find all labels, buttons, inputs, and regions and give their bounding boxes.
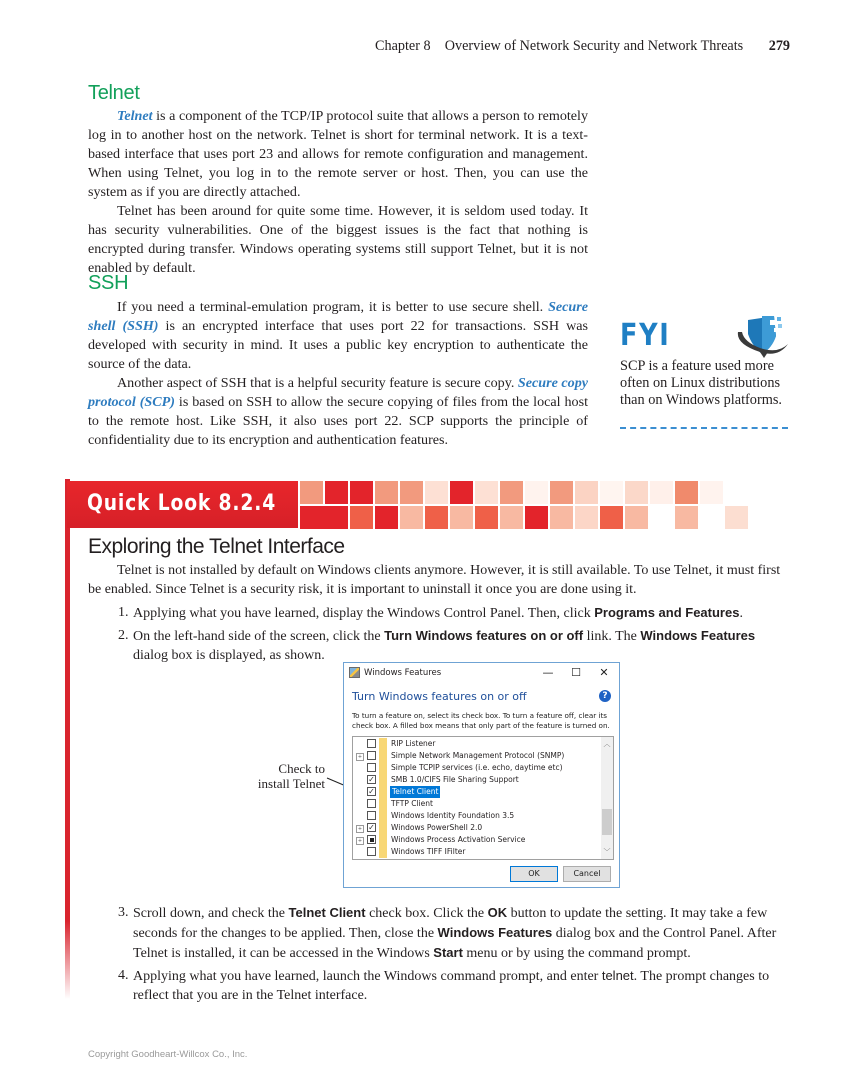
- step-2: 2. On the left-hand side of the screen, click the Turn Windows features on or off link. The Windows Features dialog box is displayed, as shown.: [118, 628, 756, 663]
- telnet-heading: Telnet: [88, 82, 140, 104]
- expand-icon[interactable]: +: [357, 754, 363, 760]
- quick-look-body: [88, 561, 788, 665]
- windows-features-icon: [349, 667, 360, 678]
- shield-icon: [734, 314, 790, 358]
- folder-icon: [379, 738, 387, 750]
- minimize-button[interactable]: —: [542, 666, 554, 679]
- dialog-heading: Turn Windows features on or off: [352, 690, 527, 703]
- running-header: [340, 38, 790, 55]
- quick-look-banner: [67, 481, 298, 528]
- checkbox-unchecked[interactable]: [367, 799, 376, 808]
- fyi-divider: [620, 427, 788, 429]
- feature-row[interactable]: ✓ SMB 1.0/CIFS File Sharing Support: [368, 775, 519, 784]
- dialog-titlebar: [344, 663, 619, 685]
- folder-icon: [379, 846, 387, 858]
- command-text: telnet: [601, 968, 634, 983]
- checkbox-unchecked[interactable]: [367, 811, 376, 820]
- copyright-footer: Copyright Goodheart-Willcox Co., Inc.: [88, 1049, 248, 1060]
- checkbox-checked[interactable]: ✓: [368, 775, 375, 784]
- feature-row[interactable]: TFTP Client: [353, 798, 598, 810]
- quick-look-heading: Exploring the Telnet Interface: [88, 535, 345, 558]
- chapter-title: Overview of Network Security and Network Threats: [444, 38, 744, 54]
- help-icon[interactable]: ?: [599, 690, 611, 702]
- ssh-heading: SSH: [88, 272, 129, 294]
- folder-icon: [379, 750, 387, 762]
- feature-row[interactable]: Windows TIFF IFilter: [353, 846, 598, 858]
- folder-icon: [379, 834, 387, 846]
- step-1: 1. Applying what you have learned, display the Windows Control Panel. Then, click Programs and Features.: [118, 605, 743, 621]
- feature-row[interactable]: + Windows Process Activation Service: [357, 835, 526, 844]
- telnet-body: [88, 107, 588, 278]
- checkbox-checked[interactable]: ✓: [368, 823, 375, 832]
- quick-look-label: Quick Look 8.2.4: [87, 491, 277, 516]
- folder-icon: [379, 762, 387, 774]
- dialog-title: Windows Features: [364, 668, 442, 678]
- term-scp: Secure copy protocol (SCP): [88, 375, 588, 410]
- ssh-body: [88, 298, 588, 450]
- term-telnet: Telnet: [117, 108, 153, 124]
- quick-look-intro: Telnet is not installed by default on Windows clients anymore. However, it is still available. To use Telnet, it must first be enabled. Since Telnet is a security risk, it is important to uninstall it once you are done using it.: [88, 563, 781, 597]
- expand-icon[interactable]: +: [357, 838, 363, 844]
- folder-icon: [379, 822, 387, 834]
- checkbox-unchecked[interactable]: [367, 847, 376, 856]
- fyi-text: SCP is a feature used more often on Linux distributions than on Windows platforms.: [620, 358, 782, 408]
- feature-row[interactable]: RIP Listener: [353, 738, 598, 750]
- feature-row-telnet-client[interactable]: ✓ Telnet Client: [368, 787, 439, 796]
- cancel-button[interactable]: Cancel: [563, 866, 611, 882]
- checkbox-partial[interactable]: [367, 835, 376, 844]
- quick-look-side-bar: [65, 479, 70, 999]
- list-scrollbar[interactable]: [601, 737, 613, 859]
- scroll-down-icon[interactable]: ﹀: [603, 848, 611, 856]
- folder-icon: [379, 810, 387, 822]
- dialog-description: To turn a feature on, select its check box. To turn a feature off, clear its check box. A filled box means that only part of the feature is turned on.: [352, 711, 610, 730]
- folder-icon: [379, 774, 387, 786]
- windows-features-dialog: [343, 662, 620, 888]
- telnet-paragraph-2: Telnet has been around for quite some time. However, it is seldom used today. It has security vulnerabilities. One of the biggest issues is the fact that nothing is encrypted during transfer. Windows operating systems still support Telnet, but it is not enabled by default.: [88, 203, 588, 276]
- maximize-button[interactable]: ☐: [571, 666, 581, 679]
- checkbox-unchecked[interactable]: [367, 739, 376, 748]
- close-button[interactable]: ✕: [599, 666, 609, 679]
- page-number: 279: [768, 38, 790, 54]
- step-3: 3. Scroll down, and check the Telnet Client check box. Click the OK button to update the setting. It may take a few seconds for the changes to be applied. Then, close the Windows Features dialog box and the Control Panel. After Telnet is installed, it can be accessed in the Windows Start menu or by using the command prompt.: [118, 905, 777, 961]
- term-ssh: Secure shell (SSH): [88, 299, 589, 334]
- features-list[interactable]: [352, 736, 614, 860]
- ssh-paragraph-1: If you need a terminal-emulation program, it is better to use secure shell. Secure shell (SSH) is an encrypted interface that uses port 22 for transactions. SSH was developed with security in mind. It uses a public key encryption to authenticate the source of the data.: [88, 299, 589, 372]
- folder-icon: [379, 786, 387, 798]
- chapter-label: Chapter 8: [375, 38, 431, 54]
- scroll-up-icon[interactable]: ︿: [603, 740, 611, 748]
- expand-icon[interactable]: +: [357, 826, 363, 832]
- telnet-paragraph-1: Telnet is a component of the TCP/IP protocol suite that allows a person to remotely log in to another host on the network. Telnet is short for terminal network. It is a text-based interface that uses port 23 and allows for remote configuration and management. When using Telnet, you log in to the remote server or host. Then, you can use the system as if you are directly attached.: [88, 108, 588, 200]
- ssh-paragraph-2: Another aspect of SSH that is a helpful security feature is secure copy. Secure copy protocol (SCP) is based on SSH to allow the secure copying of files from the local host to the remote host. Like SSH, it also uses port 22. SCP supports the principle of confidentiality due to its encryption and authentication features.: [88, 375, 588, 448]
- checkbox-checked[interactable]: ✓: [368, 787, 375, 796]
- folder-icon: [379, 798, 387, 810]
- checkbox-unchecked[interactable]: [367, 763, 376, 772]
- fyi-title: FYI: [620, 318, 671, 353]
- quick-look-steps-continued: [88, 903, 788, 1005]
- feature-row[interactable]: Simple TCPIP services (i.e. echo, daytime etc): [353, 762, 598, 774]
- ok-button[interactable]: OK: [510, 866, 558, 882]
- scrollbar-thumb[interactable]: [602, 809, 612, 835]
- feature-row[interactable]: + ✓ Windows PowerShell 2.0: [357, 823, 483, 832]
- step-4: 4. Applying what you have learned, launch the Windows command prompt, and enter telnet. The prompt changes to reflect that you are in the Telnet interface.: [118, 968, 770, 1003]
- feature-row[interactable]: Windows Identity Foundation 3.5: [353, 810, 598, 822]
- decorative-tile-mosaic: [300, 481, 750, 529]
- callout-label: Check to install Telnet: [257, 761, 325, 791]
- feature-row[interactable]: + Simple Network Management Protocol (SNMP): [357, 751, 565, 760]
- checkbox-unchecked[interactable]: [367, 751, 376, 760]
